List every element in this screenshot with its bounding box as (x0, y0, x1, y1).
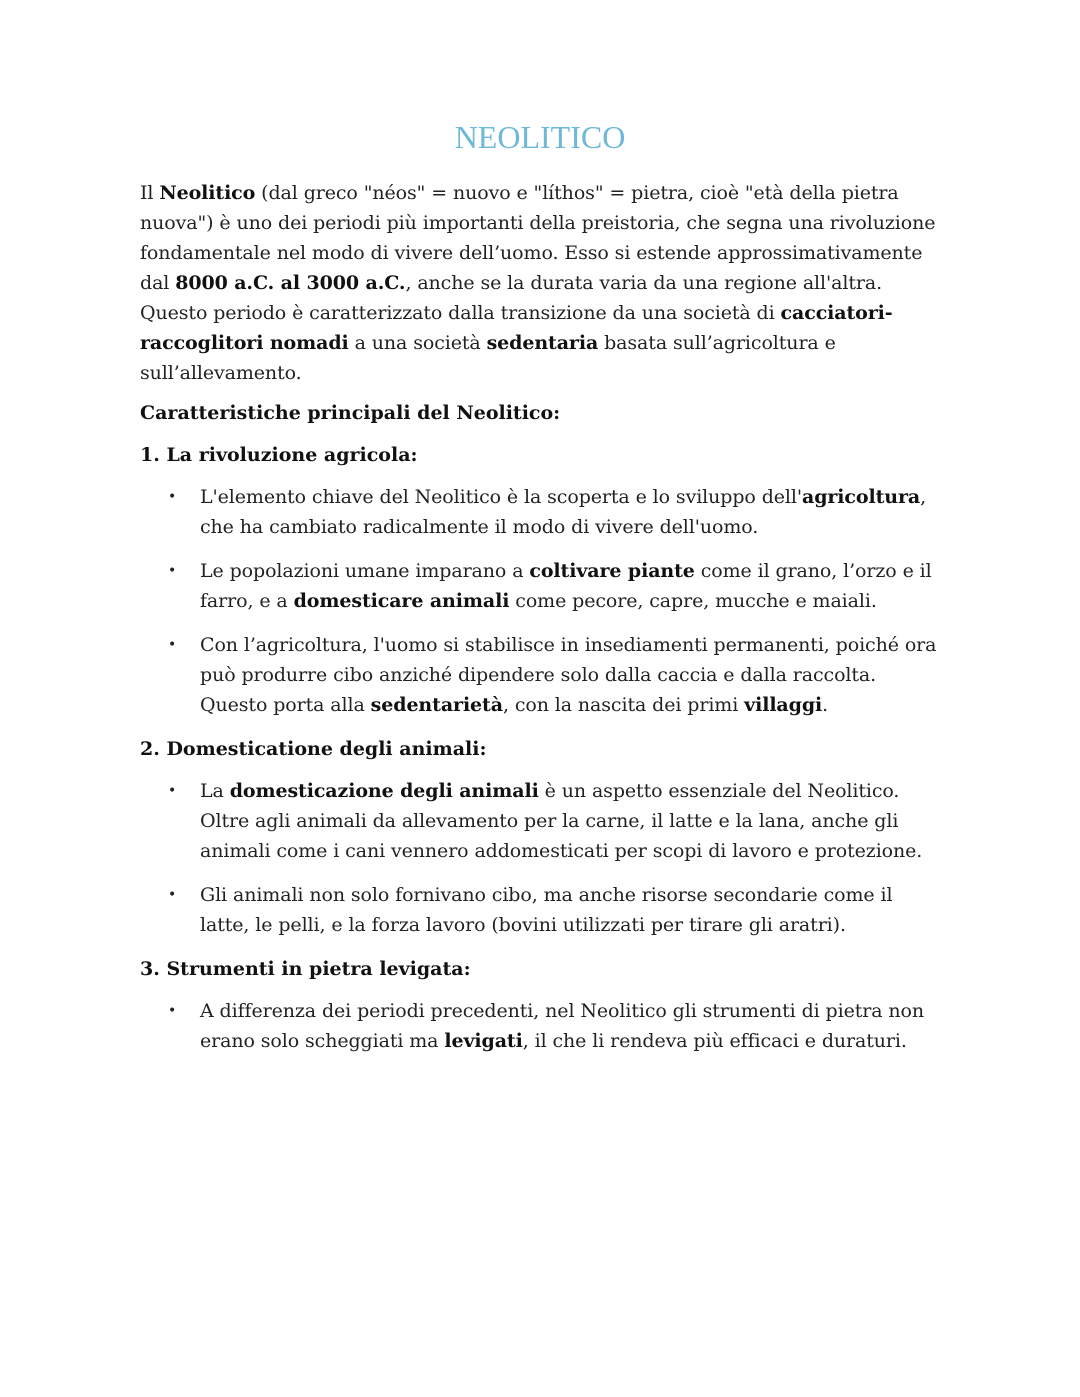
bullet-icon: • (168, 489, 177, 505)
text-run: , anche se la durata varia da una regione all'altra. Questo periodo è caratterizzato dalla transizione da una società di (140, 272, 883, 324)
bold-text: cacciatori-raccoglitori nomadi (140, 302, 893, 354)
bold-text: domesticare animali (293, 590, 510, 612)
text-run: Gli animali non solo fornivano cibo, ma anche risorse secondarie come il latte, le pelli, e la forza lavoro (bovini utilizzati per tirare gli aratri). (200, 884, 893, 936)
bold-text: coltivare piante (529, 560, 695, 582)
bold-text: 8000 a.C. al 3000 a.C. (175, 272, 406, 294)
list-item (140, 996, 940, 1056)
bullet-icon: • (168, 563, 177, 579)
bullet-list (140, 776, 940, 940)
text-run: basata sull’agricoltura e sull’allevamento. (140, 332, 836, 384)
bold-text: sedentaria (486, 332, 599, 354)
list-item (140, 880, 940, 940)
bold-text: Neolitico (159, 182, 256, 204)
list-item (140, 630, 940, 720)
text-run: è un aspetto essenziale del Neolitico. Oltre agli animali da allevamento per la carne, il latte e la lana, anche gli animali come i cani vennero addomesticati per scopi di lavoro e protezione. (200, 780, 923, 862)
bold-text: villaggi (744, 694, 823, 716)
text-run: come il grano, l’orzo e il farro, e a (200, 560, 932, 612)
section-heading: 3. Strumenti in pietra levigata: (140, 958, 471, 980)
list-item (140, 482, 940, 542)
sections-container (140, 440, 940, 1056)
text-run: Le popolazioni umane imparano a (200, 560, 530, 582)
section-heading: 1. La rivoluzione agricola: (140, 444, 418, 466)
text-run: (dal greco "néos" = nuovo e "líthos" = pietra, cioè "età della pietra nuova") è uno dei periodi più importanti della preistoria, che segna una rivoluzione fondamentale nel modo di vivere dell’uomo. Esso si estende approssimativamente dal (140, 182, 936, 294)
list-item (140, 556, 940, 616)
text-run: a una società (348, 332, 487, 354)
main-heading: Caratteristiche principali del Neolitico: (140, 402, 561, 424)
bold-text: domesticazione degli animali (229, 780, 539, 802)
text-run: , con la nascita dei primi (502, 694, 745, 716)
text-run: , che ha cambiato radicalmente il modo di vivere dell'uomo. (200, 486, 927, 538)
bold-text: agricoltura (801, 486, 921, 508)
bold-text: levigati (444, 1030, 523, 1052)
text-run: . (822, 694, 829, 716)
document-page (140, 112, 940, 1070)
text-run: come pecore, capre, mucche e maiali. (509, 590, 877, 612)
intro-paragraph (140, 178, 940, 388)
bold-text: sedentarietà (370, 694, 503, 716)
text-run: La (200, 780, 230, 802)
bullet-icon: • (168, 887, 177, 903)
list-item (140, 776, 940, 866)
page-title: NEOLITICO (454, 119, 626, 155)
text-run: Il (140, 182, 160, 204)
text-run: Con l’agricoltura, l'uomo si stabilisce in insediamenti permanenti, poiché ora può produrre cibo anziché dipendere solo dalla caccia e dalla raccolta. Questo porta alla (200, 634, 937, 716)
text-run: , il che li rendeva più efficaci e duraturi. (522, 1030, 907, 1052)
bullet-icon: • (168, 783, 177, 799)
text-run: A differenza dei periodi precedenti, nel Neolitico gli strumenti di pietra non erano solo scheggiati ma (200, 1000, 925, 1052)
bullet-list (140, 996, 940, 1056)
text-run: L'elemento chiave del Neolitico è la scoperta e lo sviluppo dell' (200, 486, 802, 508)
bullet-icon: • (168, 637, 177, 653)
bullet-icon: • (168, 1003, 177, 1019)
section-heading: 2. Domesticatione degli animali: (140, 738, 487, 760)
bullet-list (140, 482, 940, 720)
